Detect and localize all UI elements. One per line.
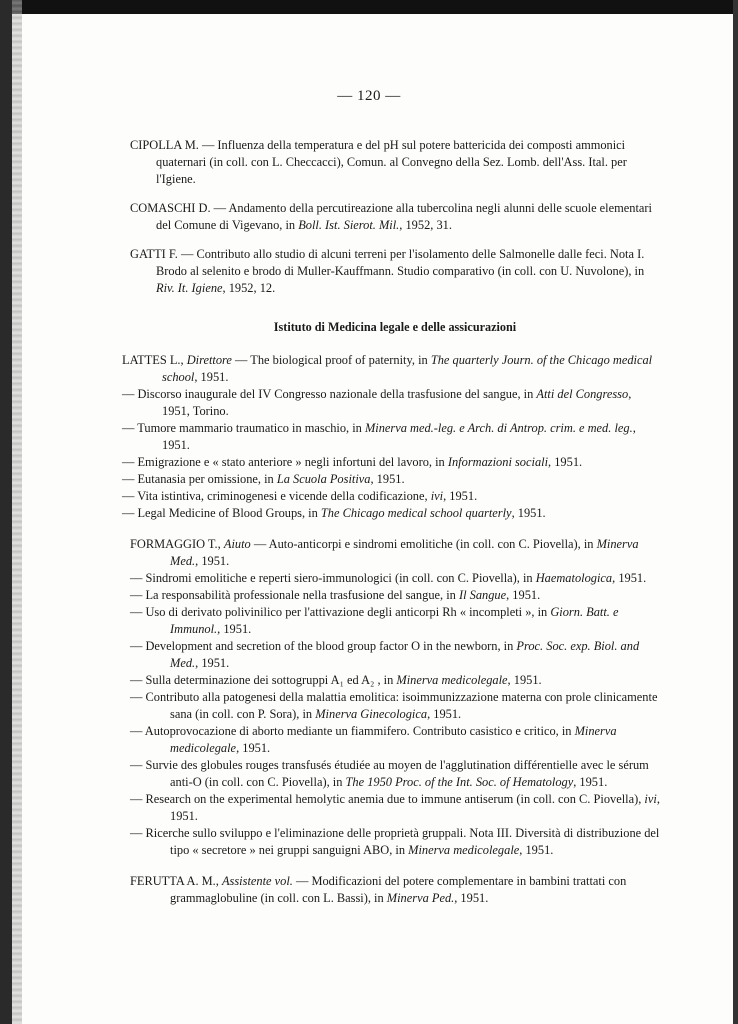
entry-journal: Minerva Ginecologica bbox=[315, 707, 428, 721]
entry-author: COMASCHI D. bbox=[130, 201, 211, 215]
entry-journal: Minerva medicolegale bbox=[408, 843, 520, 857]
entry-formaggio-5 bbox=[130, 672, 660, 689]
entry-text: — Modificazioni del potere complementare in bambini trattati con grammaglobuline (in coll. con L. Bassi), in bbox=[170, 874, 627, 905]
entry-text: — Emigrazione e « stato anteriore » negli infortuni del lavoro, in bbox=[122, 455, 448, 469]
entry-tail: , 1951. bbox=[195, 554, 230, 568]
entry-lattes-2 bbox=[122, 420, 660, 454]
entry-author: FERUTTA A. M., bbox=[130, 874, 219, 888]
entry-lattes-5 bbox=[122, 488, 660, 505]
entry-journal: The quarterly Journ. of the Chicago medical school bbox=[162, 353, 653, 384]
entry-journal: Minerva medicolegale bbox=[170, 724, 617, 755]
entry-tail: , 1952, 31. bbox=[399, 218, 452, 232]
entry-formaggio-3 bbox=[130, 604, 660, 638]
entry-journal: Minerva Med. bbox=[170, 537, 639, 568]
entry-text: — Discorso inaugurale del IV Congresso nazionale della trasfusione del sangue, in bbox=[122, 387, 537, 401]
entry-formaggio-0 bbox=[130, 536, 660, 570]
entry-journal: Haematologica bbox=[535, 571, 613, 585]
entry-journal: Giorn. Batt. e Immunol. bbox=[170, 605, 619, 636]
entry-author: GATTI F. bbox=[130, 247, 178, 261]
entry-author: LATTES L., bbox=[122, 353, 184, 367]
entry-journal: Minerva med.-leg. e Arch. di Antrop. crim. e med. leg. bbox=[364, 421, 633, 435]
entry-formaggio-1 bbox=[130, 570, 660, 587]
entry-text: — Contributo allo studio di alcuni terreni per l'isolamento delle Salmonelle dalle feci. Nota I. Brodo al selenito e brodo di Muller-Kauffmann. Studio comparativo (in coll. con U. Nuvolone), in bbox=[156, 247, 645, 278]
entry-text: — Survie des globules rouges transfusés étudiée au moyen de l'agglutination différentielle avec le sérum anti-O (in coll. con C. Piovella), in bbox=[130, 758, 649, 789]
entry-tail: , 1951. bbox=[443, 489, 478, 503]
entry-lattes-0 bbox=[122, 352, 660, 386]
entry-tail: , 1951, Torino. bbox=[162, 387, 632, 418]
entry-journal: La Scuola Positiva bbox=[276, 472, 371, 486]
entry-gatti bbox=[130, 246, 660, 297]
entry-journal: ivi bbox=[644, 792, 657, 806]
entry-tail: , 1951. bbox=[573, 775, 608, 789]
entry-author: CIPOLLA M. bbox=[130, 138, 199, 152]
entry-formaggio-4 bbox=[130, 638, 660, 672]
entry-tail: , 1951. bbox=[507, 673, 542, 687]
entry-ferutta bbox=[130, 873, 660, 907]
entry-formaggio-9 bbox=[130, 791, 660, 825]
entry-text: — Ricerche sullo sviluppo e l'eliminazione delle proprietà gruppali. Nota III. Diversità di distribuzione del tipo « secretore » nei gruppi sanguigni ABO, in bbox=[130, 826, 660, 857]
entry-tail: , 1951. bbox=[612, 571, 647, 585]
entry-journal: The Chicago medical school quarterly bbox=[320, 506, 512, 520]
entry-tail: , 1951. bbox=[162, 421, 636, 452]
entry-text: — The biological proof of paternity, in bbox=[231, 353, 431, 367]
section-title: Istituto di Medicina legale e delle assicurazioni bbox=[273, 320, 517, 334]
entry-tail: , 1951. bbox=[236, 741, 271, 755]
entry-comaschi bbox=[130, 200, 660, 234]
entry-text: — Development and secretion of the blood group factor O in the newborn, in bbox=[130, 639, 517, 653]
entry-tail: , 1951. bbox=[370, 472, 405, 486]
entry-journal: Atti del Congresso bbox=[536, 387, 629, 401]
entry-text: — Sindromi emolitiche e reperti siero-immunologici (in coll. con C. Piovella), in bbox=[130, 571, 536, 585]
entry-tail: , 1951. bbox=[506, 588, 541, 602]
entry-journal: ivi bbox=[430, 489, 444, 503]
entry-text: — Andamento della percutireazione alla tubercolina negli alunni delle scuole elementari del Comune di Vigevano, in bbox=[156, 201, 652, 232]
entry-tail: , 1951. bbox=[217, 622, 252, 636]
entry-formaggio-6 bbox=[130, 689, 660, 723]
entry-tail: , 1951. bbox=[519, 843, 554, 857]
entry-text: — Sulla determinazione dei sottogruppi A₁ ed A₂ , in bbox=[130, 673, 397, 687]
entry-cipolla bbox=[130, 137, 660, 188]
entry-tail: , 1951. bbox=[195, 656, 230, 670]
entry-tail: , 1951. bbox=[427, 707, 462, 721]
entry-tail: , 1951. bbox=[548, 455, 583, 469]
entry-journal: Minerva medicolegale bbox=[396, 673, 508, 687]
entry-lattes-6 bbox=[122, 505, 660, 522]
entry-role: Aiuto bbox=[223, 537, 251, 551]
group-formaggio bbox=[130, 536, 660, 859]
entry-lattes-4 bbox=[122, 471, 660, 488]
scan-binding-shadow bbox=[12, 0, 22, 1024]
scan-top-edge bbox=[0, 0, 738, 14]
entry-text: — Tumore mammario traumatico in maschio, in bbox=[122, 421, 365, 435]
entry-text: — Legal Medicine of Blood Groups, in bbox=[122, 506, 321, 520]
entry-journal: Informazioni sociali bbox=[447, 455, 549, 469]
entry-tail: , 1951. bbox=[511, 506, 546, 520]
entry-text: — Vita istintiva, criminogenesi e vicende della codificazione, bbox=[122, 489, 431, 503]
entry-journal: The 1950 Proc. of the Int. Soc. of Hematology bbox=[345, 775, 574, 789]
entry-journal: Boll. Ist. Sierot. Mil. bbox=[298, 218, 400, 232]
entry-role: Direttore bbox=[186, 353, 232, 367]
entry-tail: , 1951. bbox=[170, 792, 660, 823]
group-lattes bbox=[122, 352, 660, 522]
entry-tail: , 1952, 12. bbox=[222, 281, 276, 295]
entry-tail: , 1951. bbox=[194, 370, 229, 384]
entry-journal: Proc. Soc. exp. Biol. and Med. bbox=[170, 639, 640, 670]
scan-right-edge bbox=[733, 0, 738, 1024]
entry-text: — Uso di derivato polivinilico per l'attivazione degli anticorpi Rh « incompleti », in bbox=[130, 605, 551, 619]
entry-formaggio-10 bbox=[130, 825, 660, 859]
entry-lattes-3 bbox=[122, 454, 660, 471]
bibliography-content bbox=[122, 137, 660, 907]
page-number: — 120 — bbox=[337, 88, 401, 104]
entry-formaggio-7 bbox=[130, 723, 660, 757]
scan-left-edge bbox=[0, 0, 12, 1024]
entry-text: — Research on the experimental hemolytic anemia due to immune antiserum (in coll. con C. Piovella), bbox=[130, 792, 645, 806]
entry-lattes-1 bbox=[122, 386, 660, 420]
entry-journal: Riv. It. Igiene bbox=[156, 281, 223, 295]
entry-text: — Autoprovocazione di aborto mediante un fiammifero. Contributo casistico e critico, in bbox=[130, 724, 575, 738]
entry-journal: Minerva Ped. bbox=[386, 891, 455, 905]
entry-text: — Eutanasia per omissione, in bbox=[122, 472, 277, 486]
entry-text: — Contributo alla patogenesi della malattia emolitica: isoimmunizzazione materna con prole clinicamente sana (in coll. con P. Sora), in bbox=[130, 690, 658, 721]
entry-journal: Il Sangue bbox=[458, 588, 507, 602]
entry-role: Assistente vol. bbox=[221, 874, 293, 888]
entry-formaggio-2 bbox=[130, 587, 660, 604]
entry-text: — Influenza della temperatura e del pH sul potere battericida dei composti ammonici quaternari (in coll. con L. Checcacci), Comun. al Convegno della Sez. Lomb. dell'Ass. Ital. per l'Igiene. bbox=[156, 138, 627, 186]
entry-tail: , 1951. bbox=[454, 891, 489, 905]
entry-text: — La responsabilità professionale nella trasfusione del sangue, in bbox=[130, 588, 459, 602]
entry-author: FORMAGGIO T., bbox=[130, 537, 221, 551]
entry-text: — Auto-anticorpi e sindromi emolitiche (in coll. con C. Piovella), in bbox=[250, 537, 597, 551]
entry-formaggio-8 bbox=[130, 757, 660, 791]
